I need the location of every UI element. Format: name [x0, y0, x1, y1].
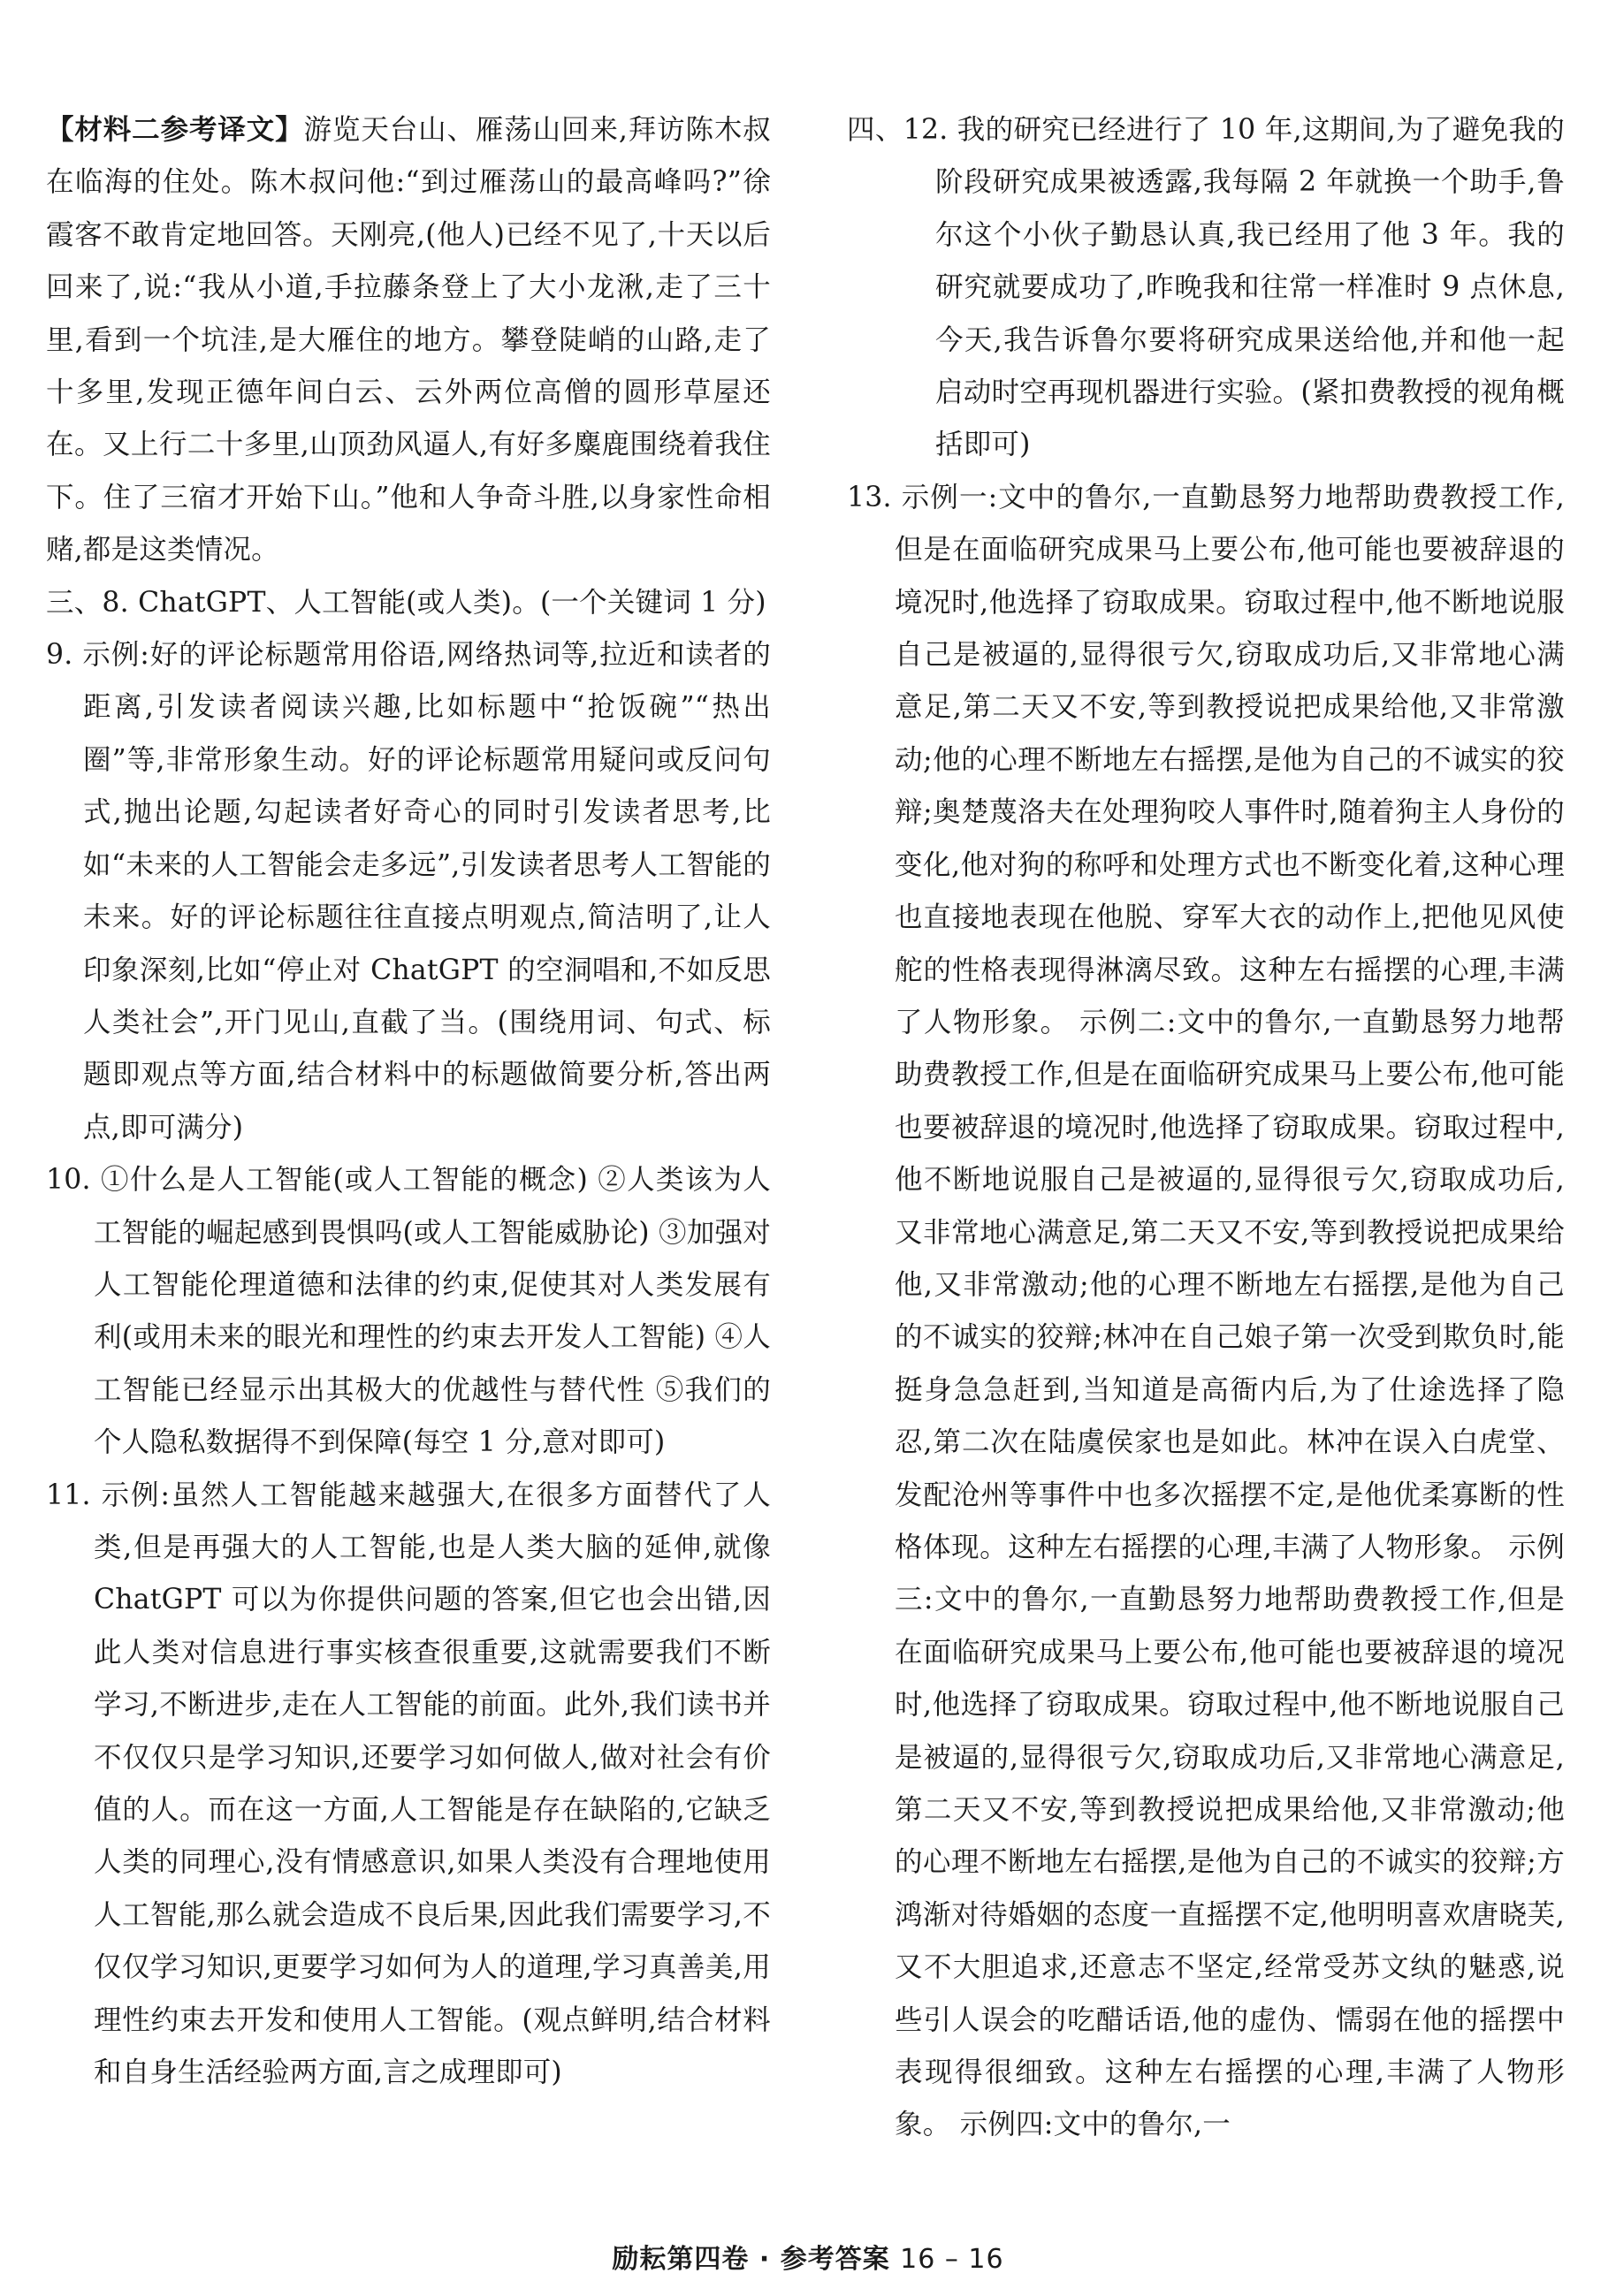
footer-title: 励耘第四卷 · 参考答案 [612, 2244, 890, 2275]
material-two-translation [46, 104, 771, 577]
answer-q13: 13. 示例一:文中的鲁尔,一直勤恳努力地帮助费教授工作,但是在面临研究成果马上要公布,他可能也要被辞退的境况时,他选择了窃取成果。窃取过程中,他不断地说服自己是被逼的,显得很亏欠,窃取成功后,又非常地心满意足,第二天又不安,等到教授说把成果给他,又非常激动;他的心理不断地左右摇摆,是他为自己的不诚实的狡辩;奥楚蔑洛夫在处理狗咬人事件时,随着狗主人身份的变化,他对狗的称呼和处理方式也不断变化着,这种心理也直接地表现在他脱、穿军大衣的动作上,把他见风使舵的性格表现得淋漓尽致。这种左右摇摆的心理,丰满了人物形象。 示例二:文中的鲁尔,一直勤恳努力地帮助费教授工作,但是在面临研究成果马上要公布,他可能也要被辞退的境况时,他选择了窃取成果。窃取过程中,他不断地说服自己是被逼的,显得很亏欠,窃取成功后,又非常地心满意足,第二天又不安,等到教授说把成果给他,又非常激动;他的心理不断地左右摇摆,是他为自己的不诚实的狡辩;林冲在自己娘子第一次受到欺负时,能挺身急急赶到,当知道是高衙内后,为了仕途选择了隐忍,第二次在陆虞侯家也是如此。林冲在误入白虎堂、发配沧州等事件中也多次摇摆不定,是他优柔寡断的性格体现。这种左右摇摆的心理,丰满了人物形象。 示例三:文中的鲁尔,一直勤恳努力地帮助费教授工作,但是在面临研究成果马上要公布,他可能也要被辞退的境况时,他选择了窃取成果。窃取过程中,他不断地说服自己是被逼的,显得很亏欠,窃取成功后,又非常地心满意足,第二天又不安,等到教授说把成果给他,又非常激动;他的心理不断地左右摇摆,是他为自己的不诚实的狡辩;方鸿渐对待婚姻的态度一直摇摆不定,他明明喜欢唐晓芙,又不大胆追求,还意志不坚定,经常受苏文纨的魅惑,说些引人误会的吃醋话语,他的虚伪、懦弱在他的摇摆中表现得很细致。这种左右摇摆的心理,丰满了人物形象。 示例四:文中的鲁尔,一 [847, 481, 1565, 2141]
material-text: 游览天台山、雁荡山回来,拜访陈木叔在临海的住处。陈木叔问他:“到过雁荡山的最高峰吗?”徐霞客不敢肯定地回答。天刚亮,(他人)已经不见了,十天以后回来了,说:“我从小道,手拉藤条登上了大小龙湫,走了三十里,看到一个坑洼,是大雁住的地方。攀登陡峭的山路,走了十多里,发现正德年间白云、云外两位高僧的圆形草屋还在。又上行二十多里,山顶劲风逼人,有好多麋鹿围绕着我住下。住了三宿才开始下山。”他和人争奇斗胜,以身家性命相赌,都是这类情况。 [46, 114, 771, 566]
answer-q11: 11. 示例:虽然人工智能越来越强大,在很多方面替代了人类,但是再强大的人工智能,也是人类大脑的延伸,就像 ChatGPT 可以为你提供问题的答案,但它也会出错,因此人类对信息进行事实核查很重要,这就需要我们不断学习,不断进步,走在人工智能的前面。此外,我们读书并不仅仅只是学习知识,还要学习如何做人,做对社会有价值的人。而在这一方面,人工智能是存在缺陷的,它缺乏人类的同理心,没有情感意识,如果人类没有合理地使用人工智能,那么就会造成不良后果,因此我们需要学习,不仅仅学习知识,更要学习如何为人的道理,学习真善美,用理性约束去开发和使用人工智能。(观点鲜明,结合材料和自身生活经验两方面,言之成理即可) [46, 1479, 771, 2089]
page-footer [0, 2237, 1616, 2276]
material-tag: 【材料二参考译文】 [46, 114, 304, 146]
answer-q8: 三、8. ChatGPT、人工智能(或人类)。(一个关键词 1 分) [46, 586, 766, 619]
right-column [847, 104, 1565, 2152]
left-column [46, 104, 771, 2099]
page-number: 16 – 16 [900, 2244, 1004, 2275]
answer-q10: 10. ①什么是人工智能(或人工智能的概念) ②人类该为人工智能的崛起感到畏惧吗(或人工智能威胁论) ③加强对人工智能伦理道德和法律的约束,促使其对人类发展有利(或用未来的眼光和理性的约束去开发人工智能) ④人工智能已经显示出其极大的优越性与替代性 ⑤我们的个人隐私数据得不到保障(每空 1 分,意对即可) [46, 1164, 771, 1459]
answer-q12: 四、12. 我的研究已经进行了 10 年,这期间,为了避免我的阶段研究成果被透露,我每隔 2 年就换一个助手,鲁尔这个小伙子勤恳认真,我已经用了他 3 年。我的研究就要成功了,昨晚我和往常一样准时 9 点休息,今天,我告诉鲁尔要将研究成果送给他,并和他一起启动时空再现机器进行实验。(紧扣费教授的视角概括即可) [847, 114, 1565, 461]
answer-q9: 9. 示例:好的评论标题常用俗语,网络热词等,拉近和读者的距离,引发读者阅读兴趣,比如标题中“抢饭碗”“热出圈”等,非常形象生动。好的评论标题常用疑问或反问句式,抛出论题,勾起读者好奇心的同时引发读者思考,比如“未来的人工智能会走多远”,引发读者思考人工智能的未来。好的评论标题往往直接点明观点,简洁明了,让人印象深刻,比如“停止对 ChatGPT 的空洞唱和,不如反思人类社会”,开门见山,直截了当。(围绕用词、句式、标题即观点等方面,结合材料中的标题做简要分析,答出两点,即可满分) [46, 639, 771, 1144]
